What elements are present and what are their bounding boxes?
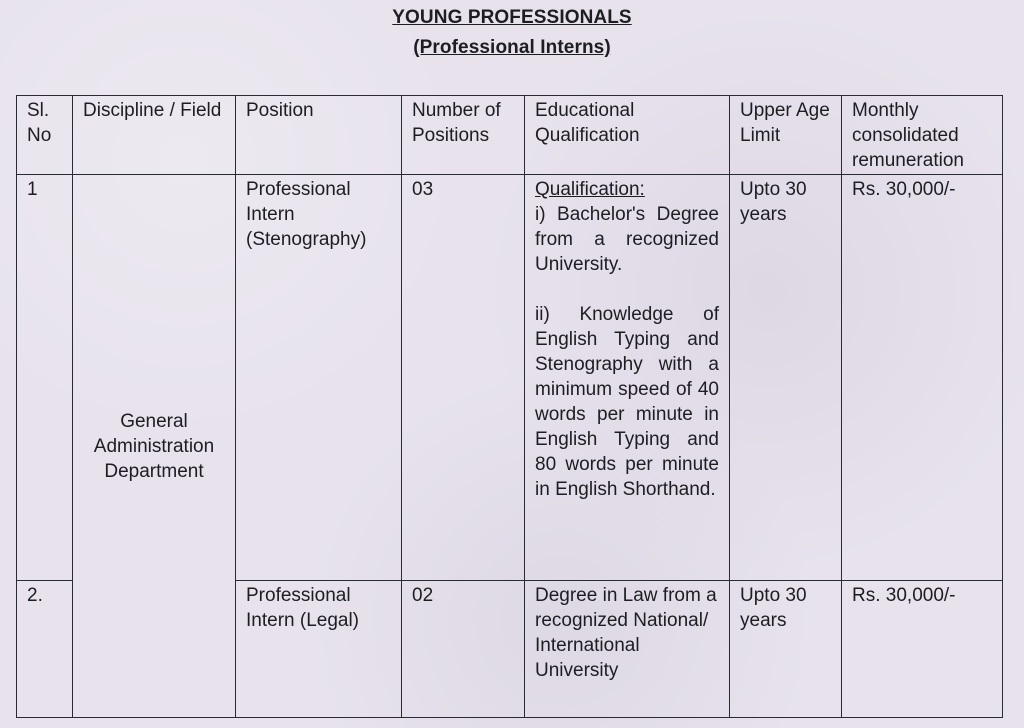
row-2-qualification: Degree in Law from a recognized National/ International University	[525, 581, 730, 718]
header-upper-age-limit: Upper Age Limit	[730, 96, 842, 175]
positions-table	[16, 95, 1003, 718]
header-monthly-remuneration: Monthly consolidated remuneration	[842, 96, 1003, 175]
row-1-age-limit: Upto 30 years	[730, 175, 842, 581]
row-2-number: 02	[402, 581, 525, 718]
row-1-qualification	[525, 175, 730, 581]
header-position: Position	[236, 96, 402, 175]
page-title: YOUNG PROFESSIONALS	[392, 7, 632, 28]
row-2-remuneration: Rs. 30,000/-	[842, 581, 1003, 718]
header-number-of-positions: Number of Positions	[402, 96, 525, 175]
header-sl-no: Sl. No	[17, 96, 73, 175]
row-2-age-limit: Upto 30 years	[730, 581, 842, 718]
qualification-heading: Qualification:	[535, 179, 645, 200]
table-row	[17, 175, 1003, 581]
header-educational-qualification: Educational Qualification	[525, 96, 730, 175]
table-header-row	[17, 96, 1003, 175]
row-1-sl-no: 1	[17, 175, 73, 581]
page-subtitle: (Professional Interns)	[413, 37, 611, 58]
qualification-item-1: i) Bachelor's Degree from a recognized University.	[535, 204, 719, 275]
row-1-position: Professional Intern (Stenography)	[236, 175, 402, 581]
qualification-item-2: ii) Knowledge of English Typing and Stenography with a minimum speed of 40 words per minute in English Typing and 80 words per minute in English Shorthand.	[535, 304, 719, 500]
row-2-position: Professional Intern (Legal)	[236, 581, 402, 718]
row-2-sl-no: 2.	[17, 581, 73, 718]
row-1-number: 03	[402, 175, 525, 581]
header-discipline: Discipline / Field	[73, 96, 236, 175]
department-cell: General Administration Department	[73, 175, 236, 718]
row-1-remuneration: Rs. 30,000/-	[842, 175, 1003, 581]
spacer	[535, 277, 719, 302]
